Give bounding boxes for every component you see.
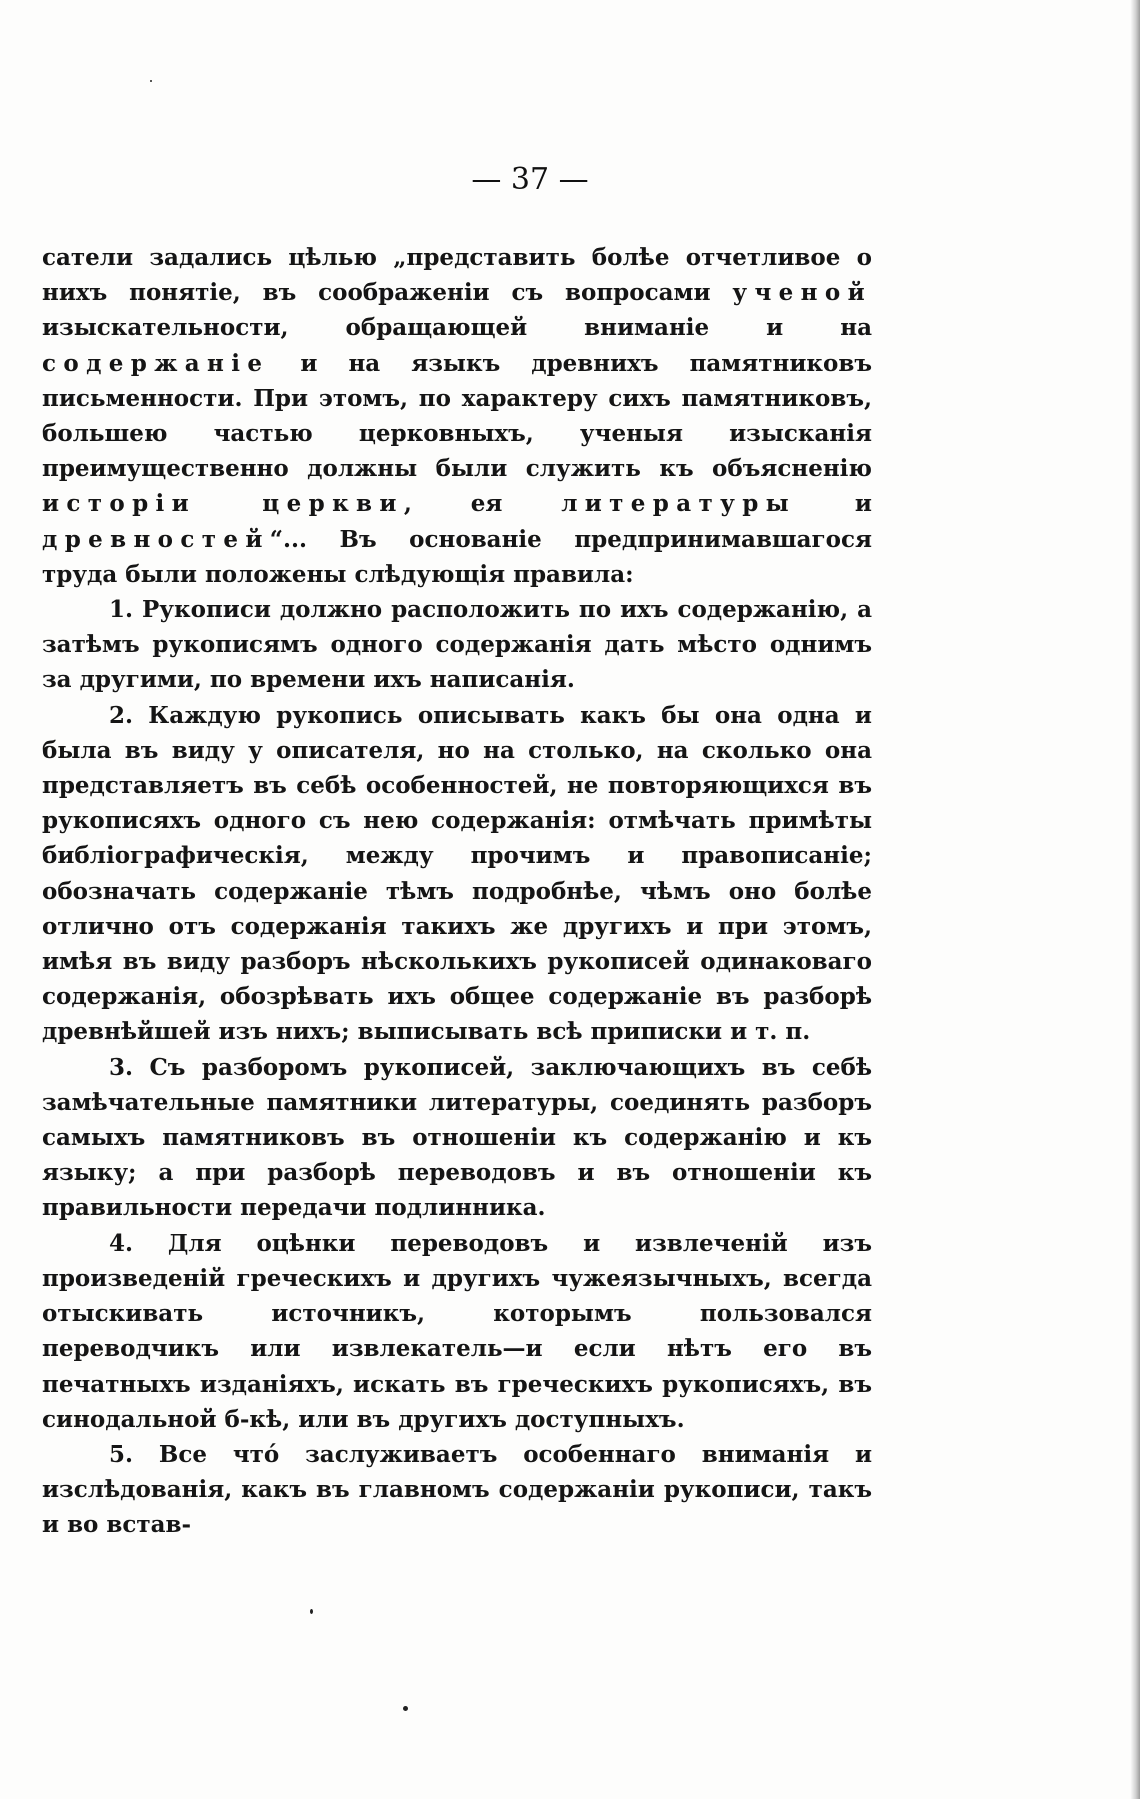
text-run: и (796, 490, 872, 518)
paragraph-rule-2: 2. Каждую рукопись описывать какъ бы она одна и была въ виду у описателя, но на столько, на сколько она представляетъ въ себѣ особенностей, не повторяющихся въ рукописяхъ одного съ нею содержанія: отмѣчать примѣты библіографическія, между прочимъ и правописаніе; обозначать содержаніе тѣмъ подробнѣе, чѣмъ оно болѣе отлично отъ содержанія такихъ же другихъ и при этомъ, имѣя въ виду разборъ нѣсколькихъ рукописей одинаковаго содержанія, обозрѣвать ихъ общее содержаніе въ разборѣ древнѣйшей изъ нихъ; выписывать всѣ приписки и т. п. (42, 701, 872, 1046)
text-run: , ея (403, 490, 562, 518)
text-run: “... Въ основаніе предпринимавшагося труда были положены слѣдующія правила: (42, 525, 872, 588)
paragraph-intro (42, 240, 872, 592)
text-run: сатели задались цѣлью „представить болѣе отчетливое о нихъ понятіе, въ соображеніи съ вопросами (42, 244, 872, 307)
emphasis-run: ученой (732, 279, 872, 307)
text-run: изыскательности, обращающей вниманіе и на (42, 314, 872, 342)
body-text (42, 240, 872, 1543)
paragraph-rule-4: 4. Для оцѣнки переводовъ и извлеченій изъ произведеній греческихъ и другихъ чужеязычныхъ, всегда отыскивать источникъ, которымъ пользовался переводчикъ или извлекатель—и если нѣтъ его въ печатныхъ изданіяхъ, искать въ греческихъ рукописяхъ, въ синодальной б-кѣ, или въ другихъ доступныхъ. (42, 1229, 872, 1433)
text-run: и на языкъ древнихъ памятниковъ письменности. При этомъ, по характеру сихъ памятниковъ, большею частью церковныхъ, ученыя изысканія преимущественно должны были служить къ объясненію (42, 349, 872, 483)
paper-speck (403, 1706, 408, 1711)
page-number: — 37 — (471, 162, 589, 197)
paper-speck (150, 80, 152, 82)
emphasis-run: литературы (561, 490, 797, 518)
emphasis-run: содержаніе (42, 349, 270, 377)
emphasis-run: древностей (42, 525, 270, 553)
paragraph-rule-3: 3. Съ разборомъ рукописей, заключающихъ въ себѣ замѣчательные памятники литературы, соединять разборъ самыхъ памятниковъ въ отношеніи къ содержанію и къ языку; а при разборѣ переводовъ и въ отношеніи къ правильности передачи подлинника. (42, 1053, 872, 1222)
emphasis-run: исторіи церкви (42, 490, 404, 518)
paper-speck (310, 1609, 313, 1614)
paragraph-rule-1: 1. Рукописи должно расположить по ихъ содержанію, а затѣмъ рукописямъ одного содержанія дать мѣсто однимъ за другими, по времени ихъ написанія. (42, 596, 872, 694)
page-edge-shadow (1130, 0, 1140, 1799)
paragraph-rule-5: 5. Все что́ заслуживаетъ особеннаго вниманія и изслѣдованія, какъ въ главномъ содержаніи рукописи, такъ и во встав- (42, 1440, 872, 1539)
